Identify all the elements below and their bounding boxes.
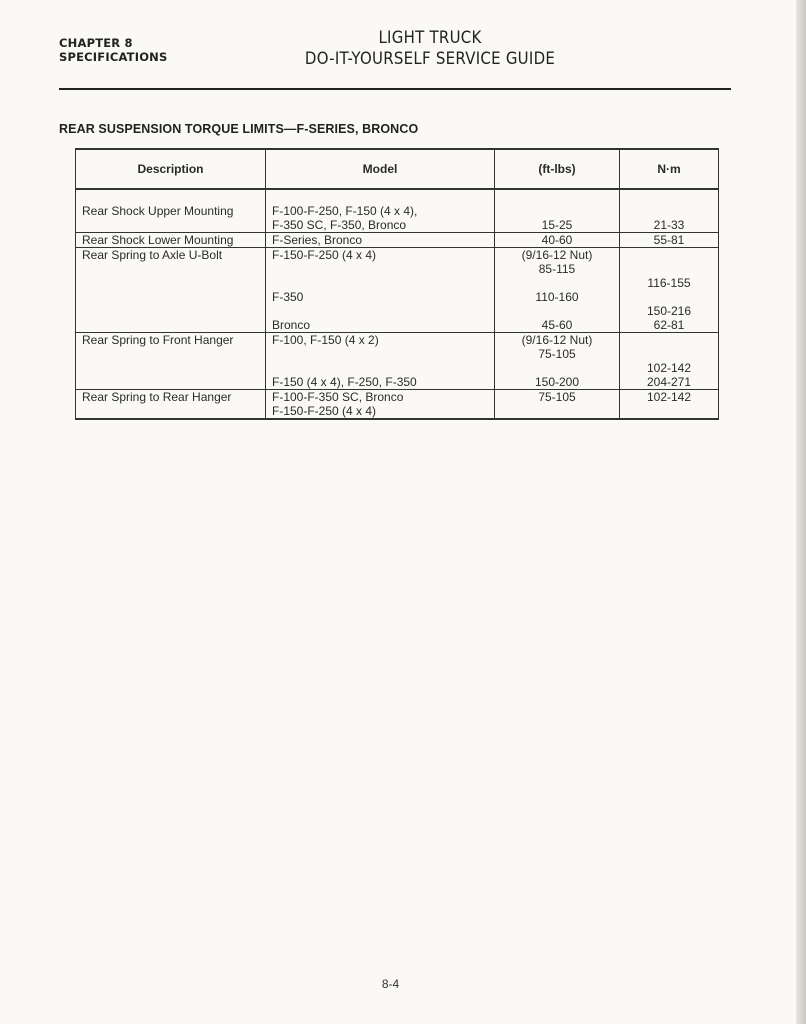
cell-line: Bronco <box>272 318 311 332</box>
model-cell <box>266 233 495 248</box>
chapter-number: CHAPTER 8 <box>59 36 133 50</box>
cell-line: (9/16-12 Nut) <box>521 333 593 347</box>
cell-line <box>266 347 494 361</box>
cell-line <box>620 347 718 361</box>
page-number: 8-4 <box>381 977 400 991</box>
column-header-ftlbs: (ft-lbs) <box>495 149 620 189</box>
header-rule <box>59 88 731 90</box>
table-row <box>76 333 719 390</box>
ftlbs-cell <box>495 390 620 420</box>
ftlbs-cell <box>495 189 620 233</box>
cell-line: (9/16-12 Nut) <box>521 248 593 262</box>
cell-line: 150-216 <box>646 304 692 318</box>
cell-line: 45-60 <box>541 318 573 332</box>
cell-line <box>76 190 265 204</box>
cell-line: 55-81 <box>653 233 685 247</box>
cell-line: 85-115 <box>538 262 576 276</box>
cell-line <box>76 318 265 332</box>
nm-cell <box>620 390 719 420</box>
cell-line: 62-81 <box>653 318 685 332</box>
cell-line: Rear Shock Upper Mounting <box>82 204 234 218</box>
torque-table <box>75 148 719 420</box>
cell-line: 116-155 <box>647 276 691 290</box>
cell-line <box>495 404 619 418</box>
description-cell <box>76 189 266 233</box>
cell-line <box>266 276 494 290</box>
cell-line: Rear Spring to Front Hanger <box>82 333 234 347</box>
cell-line: 15-25 <box>541 218 573 232</box>
ftlbs-cell <box>495 248 620 333</box>
cell-line <box>620 290 718 304</box>
cell-line: F-Series, Bronco <box>272 233 363 247</box>
column-header-model: Model <box>266 149 495 189</box>
cell-line <box>620 248 718 262</box>
description-cell <box>76 233 266 248</box>
cell-line: F-100-F-250, F-150 (4 x 4), <box>272 204 418 218</box>
cell-line: F-100, F-150 (4 x 2) <box>272 333 379 347</box>
description-cell <box>76 248 266 333</box>
model-cell <box>266 333 495 390</box>
cell-line <box>495 361 619 375</box>
cell-line <box>620 190 718 204</box>
nm-cell <box>620 189 719 233</box>
cell-line: F-150-F-250 (4 x 4) <box>272 404 377 418</box>
cell-line <box>266 361 494 375</box>
cell-line <box>76 347 265 361</box>
table-row <box>76 390 719 420</box>
cell-line <box>620 404 718 418</box>
chapter-label <box>59 36 167 64</box>
model-cell <box>266 248 495 333</box>
cell-line: 21-33 <box>653 218 685 232</box>
column-header-nm: N·m <box>620 149 719 189</box>
cell-line <box>620 262 718 276</box>
cell-line <box>76 276 265 290</box>
cell-line <box>495 190 619 204</box>
cell-line: F-350 <box>272 290 304 304</box>
guide-title <box>254 28 606 70</box>
description-cell <box>76 333 266 390</box>
cell-line <box>620 204 718 218</box>
cell-line: Rear Spring to Rear Hanger <box>82 390 232 404</box>
cell-line <box>495 304 619 318</box>
cell-line <box>76 375 265 389</box>
table-body <box>76 189 719 419</box>
nm-cell <box>620 233 719 248</box>
model-cell <box>266 390 495 420</box>
cell-line: Rear Shock Lower Mounting <box>82 233 234 247</box>
cell-line: 204-271 <box>646 375 692 389</box>
cell-line <box>266 190 494 204</box>
cell-line: 102-142 <box>646 361 692 375</box>
cell-line <box>266 262 494 276</box>
cell-line: 150-200 <box>534 375 580 389</box>
cell-line: 102-142 <box>646 390 692 404</box>
cell-line <box>76 404 265 418</box>
column-header-description: Description <box>76 149 266 189</box>
cell-line: Rear Spring to Axle U-Bolt <box>82 248 223 262</box>
table-header-row <box>76 149 719 189</box>
cell-line <box>495 276 619 290</box>
cell-line <box>76 304 265 318</box>
guide-title-line-2: DO-IT-YOURSELF SERVICE GUIDE <box>304 49 556 69</box>
cell-line <box>266 304 494 318</box>
description-cell <box>76 390 266 420</box>
section-heading: REAR SUSPENSION TORQUE LIMITS—F-SERIES, BRONCO <box>59 122 419 136</box>
ftlbs-cell <box>495 233 620 248</box>
cell-line <box>76 361 265 375</box>
model-cell <box>266 189 495 233</box>
cell-line <box>76 262 265 276</box>
page-edge-shadow <box>796 0 806 1024</box>
ftlbs-cell <box>495 333 620 390</box>
cell-line: 75-105 <box>538 390 576 404</box>
cell-line <box>76 218 265 232</box>
cell-line: 75-105 <box>538 347 576 361</box>
nm-cell <box>620 248 719 333</box>
cell-line: F-350 SC, F-350, Bronco <box>272 218 407 232</box>
cell-line: F-100-F-350 SC, Bronco <box>272 390 404 404</box>
chapter-section: SPECIFICATIONS <box>59 50 168 64</box>
guide-title-line-1: LIGHT TRUCK <box>378 28 482 48</box>
cell-line <box>495 204 619 218</box>
cell-line: F-150 (4 x 4), F-250, F-350 <box>272 375 417 389</box>
nm-cell <box>620 333 719 390</box>
cell-line <box>76 290 265 304</box>
cell-line: 40-60 <box>541 233 573 247</box>
table-row <box>76 233 719 248</box>
cell-line: 110-160 <box>535 290 579 304</box>
cell-line <box>620 333 718 347</box>
cell-line: F-150-F-250 (4 x 4) <box>272 248 377 262</box>
table-row <box>76 189 719 233</box>
table-row <box>76 248 719 333</box>
